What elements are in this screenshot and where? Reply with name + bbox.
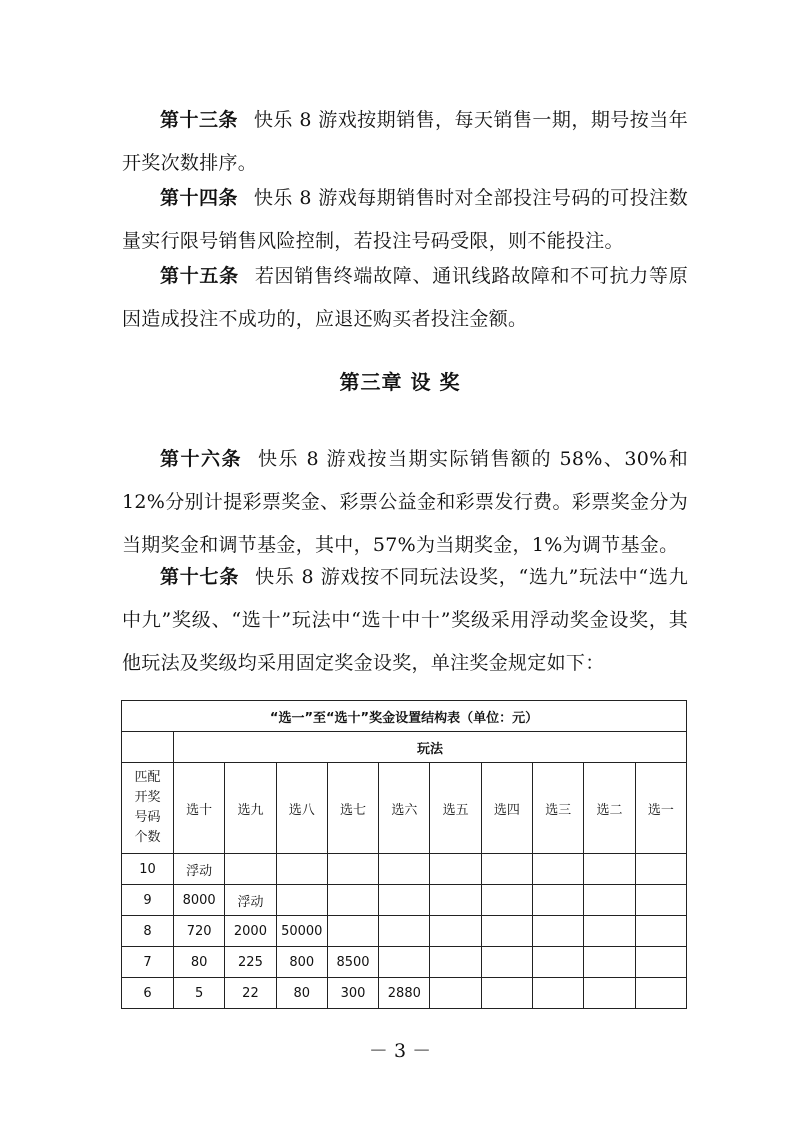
prize-cell — [379, 885, 430, 916]
table-caption: “选一”至“选十”奖金设置结构表（单位：元） — [122, 701, 687, 732]
prize-cell — [327, 916, 378, 947]
table-row — [122, 854, 687, 885]
table-row — [122, 916, 687, 947]
article-text: 快乐 8 游戏每期销售时对全部投注号码的可投注数量实行限号销售风险控制，若投注号码受限，则不能投注。 — [122, 187, 689, 252]
prize-cell — [430, 916, 481, 947]
table-row — [122, 885, 687, 916]
article-number: 第十三条 — [160, 109, 238, 131]
match-count-cell: 7 — [122, 947, 174, 978]
column-header: 选八 — [276, 763, 327, 854]
prize-cell — [635, 854, 686, 885]
prize-cell — [430, 885, 481, 916]
prize-cell — [225, 854, 276, 885]
article-number: 第十五条 — [160, 265, 239, 287]
prize-cell: 80 — [276, 978, 327, 1009]
prize-cell: 800 — [276, 947, 327, 978]
article-14 — [122, 177, 688, 263]
prize-cell — [584, 916, 635, 947]
prize-cell — [584, 854, 635, 885]
row-header-label: 匹配开奖号码个数 — [134, 770, 161, 845]
prize-cell — [379, 947, 430, 978]
table-corner-cell — [122, 732, 174, 763]
prize-cell — [533, 947, 584, 978]
prize-cell — [635, 978, 686, 1009]
prize-cell: 2880 — [379, 978, 430, 1009]
prize-cell — [481, 978, 532, 1009]
prize-cell — [276, 885, 327, 916]
article-text: 快乐 8 游戏按不同玩法设奖，“选九”玩法中“选九中九”奖级、“选十”玩法中“选十中十”奖级采用浮动奖金设奖，其他玩法及奖级均采用固定奖金设奖，单注奖金规定如下： — [122, 566, 688, 674]
prize-cell: 225 — [225, 947, 276, 978]
prize-cell — [481, 885, 532, 916]
prize-cell: 50000 — [276, 916, 327, 947]
prize-cell — [584, 885, 635, 916]
match-count-cell: 10 — [122, 854, 174, 885]
prize-cell: 300 — [327, 978, 378, 1009]
column-header: 选三 — [533, 763, 584, 854]
prize-cell — [533, 916, 584, 947]
article-13 — [122, 99, 688, 185]
page-number: － 3 － — [368, 1040, 432, 1062]
prize-cell — [430, 947, 481, 978]
article-16 — [122, 438, 688, 567]
column-header: 选十 — [174, 763, 225, 854]
prize-cell — [635, 947, 686, 978]
column-header: 选六 — [379, 763, 430, 854]
column-header: 选九 — [225, 763, 276, 854]
prize-cell — [327, 885, 378, 916]
prize-cell: 8500 — [327, 947, 378, 978]
prize-cell: 22 — [225, 978, 276, 1009]
prize-cell — [635, 885, 686, 916]
column-header: 选一 — [635, 763, 686, 854]
article-number: 第十六条 — [160, 448, 243, 470]
prize-cell: 5 — [174, 978, 225, 1009]
prize-cell: 2000 — [225, 916, 276, 947]
prize-cell — [327, 854, 378, 885]
prize-cell — [533, 978, 584, 1009]
prize-cell — [533, 854, 584, 885]
prize-cell: 80 — [174, 947, 225, 978]
article-text: 若因销售终端故障、通讯线路故障和不可抗力等原因造成投注不成功的，应退还购买者投注金额。 — [122, 265, 689, 330]
article-15 — [122, 255, 688, 341]
prize-cell — [430, 854, 481, 885]
prize-cell: 720 — [174, 916, 225, 947]
article-text: 快乐 8 游戏按当期实际销售额的 58%、30%和 12%分别计提彩票奖金、彩票公益金和彩票发行费。彩票奖金分为当期奖金和调节基金，其中，57%为当期奖金，1%为调节基金。 — [122, 448, 689, 556]
column-header: 选五 — [430, 763, 481, 854]
prize-cell — [481, 916, 532, 947]
prize-cell — [430, 978, 481, 1009]
prize-structure-table — [121, 700, 687, 1009]
article-17 — [122, 556, 688, 685]
prize-cell — [481, 854, 532, 885]
article-number: 第十四条 — [160, 187, 238, 209]
prize-cell — [584, 947, 635, 978]
table-row — [122, 947, 687, 978]
article-number: 第十七条 — [160, 566, 240, 588]
column-header: 选七 — [327, 763, 378, 854]
prize-cell — [635, 916, 686, 947]
table-row — [122, 978, 687, 1009]
prize-cell: 浮动 — [174, 854, 225, 885]
prize-cell — [379, 854, 430, 885]
match-count-cell: 8 — [122, 916, 174, 947]
prize-cell — [533, 885, 584, 916]
match-count-cell: 6 — [122, 978, 174, 1009]
prize-cell — [481, 947, 532, 978]
article-text: 快乐 8 游戏按期销售，每天销售一期，期号按当年开奖次数排序。 — [122, 109, 689, 174]
prize-cell: 8000 — [174, 885, 225, 916]
column-header: 选四 — [481, 763, 532, 854]
prize-cell: 浮动 — [225, 885, 276, 916]
prize-cell — [379, 916, 430, 947]
chapter-title: 第三章 设 奖 — [339, 370, 461, 394]
prize-cell — [584, 978, 635, 1009]
table-row-header — [122, 763, 174, 854]
column-header: 选二 — [584, 763, 635, 854]
match-count-cell: 9 — [122, 885, 174, 916]
table-group-header: 玩法 — [174, 732, 687, 763]
prize-cell — [276, 854, 327, 885]
